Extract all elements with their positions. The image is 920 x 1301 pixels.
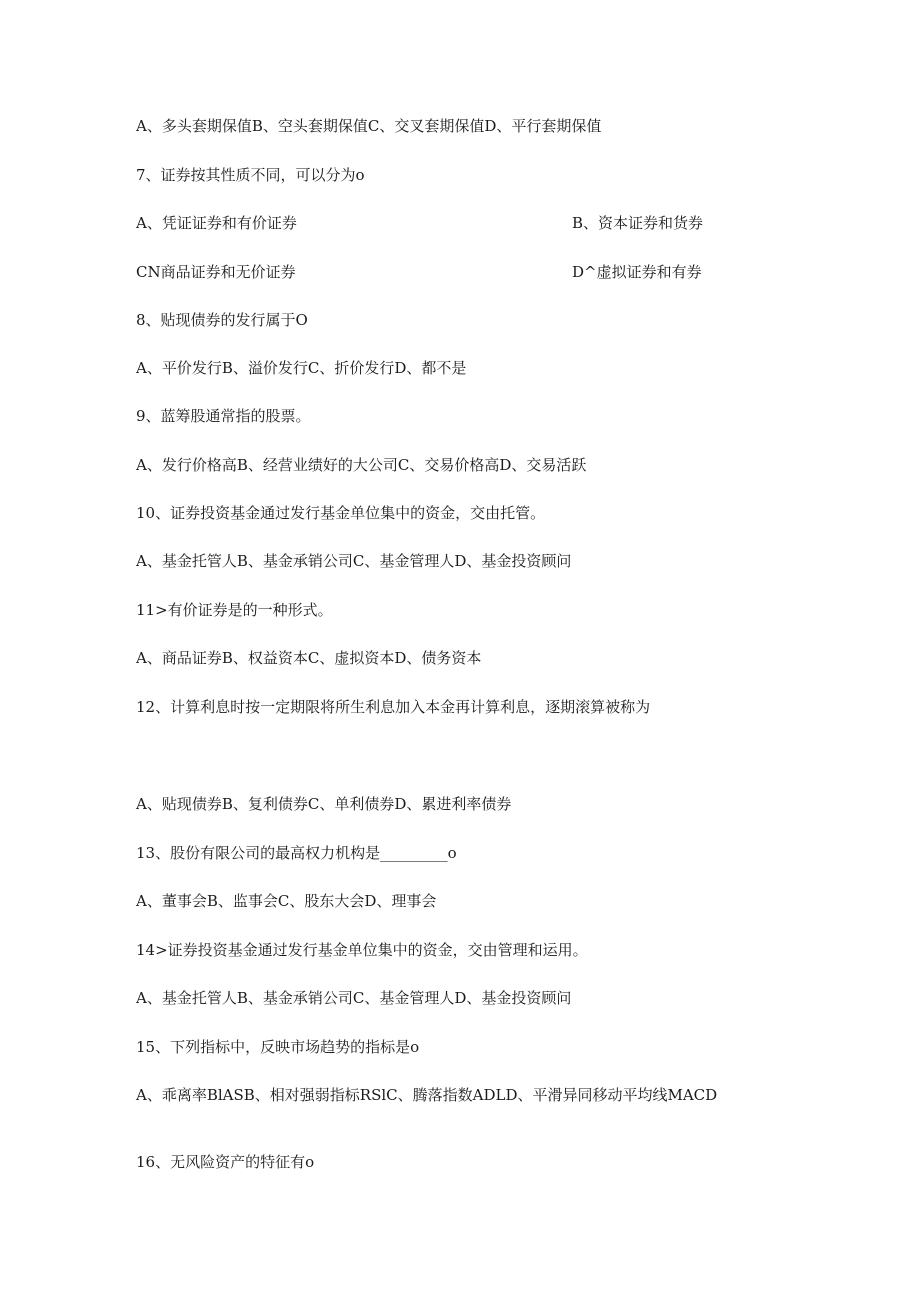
q9-options: A、发行价格高B、经营业绩好的大公司C、交易价格高D、交易活跃 [136, 456, 587, 474]
q9-question: 9、蓝筹股通常指的股票。 [136, 407, 311, 425]
q15-options: A、乖离率BlASB、相对强弱指标RSlC、腾落指数ADLD、平滑异同移动平均线MACD [136, 1086, 718, 1104]
q14-question: 14>证券投资基金通过发行基金单位集中的资金，交由管理和运用。 [136, 941, 588, 959]
q10-question: 10、证券投资基金通过发行基金单位集中的资金，交由托管。 [136, 504, 546, 522]
q11-options: A、商品证券B、权益资本C、虚拟资本D、债务资本 [136, 649, 482, 667]
q10-options: A、基金托管人B、基金承销公司C、基金管理人D、基金投资顾问 [136, 552, 572, 570]
q11-question: 11>有价证券是的一种形式。 [136, 601, 333, 619]
q8-options: A、平价发行B、溢价发行C、折价发行D、都不是 [136, 359, 467, 377]
q13-question: 13、股份有限公司的最高权力机构是_________o [136, 844, 457, 862]
q12-options: A、贴现债券B、复利债券C、单利债券D、累进利率债券 [136, 795, 512, 813]
q7-question: 7、证券按其性质不同，可以分为o [136, 166, 365, 184]
q8-question: 8、贴现债券的发行属于O [136, 311, 308, 329]
q12-question: 12、计算利息时按一定期限将所生利息加入本金再计算利息，逐期滚算被称为 [136, 698, 651, 716]
q15-question: 15、下列指标中，反映市场趋势的指标是o [136, 1038, 420, 1056]
q7-option-c: CN商品证券和无价证券 [136, 263, 296, 281]
q13-options: A、董事会B、监事会C、股东大会D、理事会 [136, 892, 437, 910]
q7-option-a: A、凭证证券和有价证券 [136, 214, 297, 232]
q16-question: 16、无风险资产的特征有o [136, 1153, 315, 1171]
q14-options: A、基金托管人B、基金承销公司C、基金管理人D、基金投资顾问 [136, 989, 572, 1007]
q7-option-b: B、资本证券和货券 [572, 214, 704, 232]
q7-option-d: D^虚拟证券和有券 [572, 263, 702, 281]
q6-options: A、多头套期保值B、空头套期保值C、交叉套期保值D、平行套期保值 [136, 117, 602, 135]
